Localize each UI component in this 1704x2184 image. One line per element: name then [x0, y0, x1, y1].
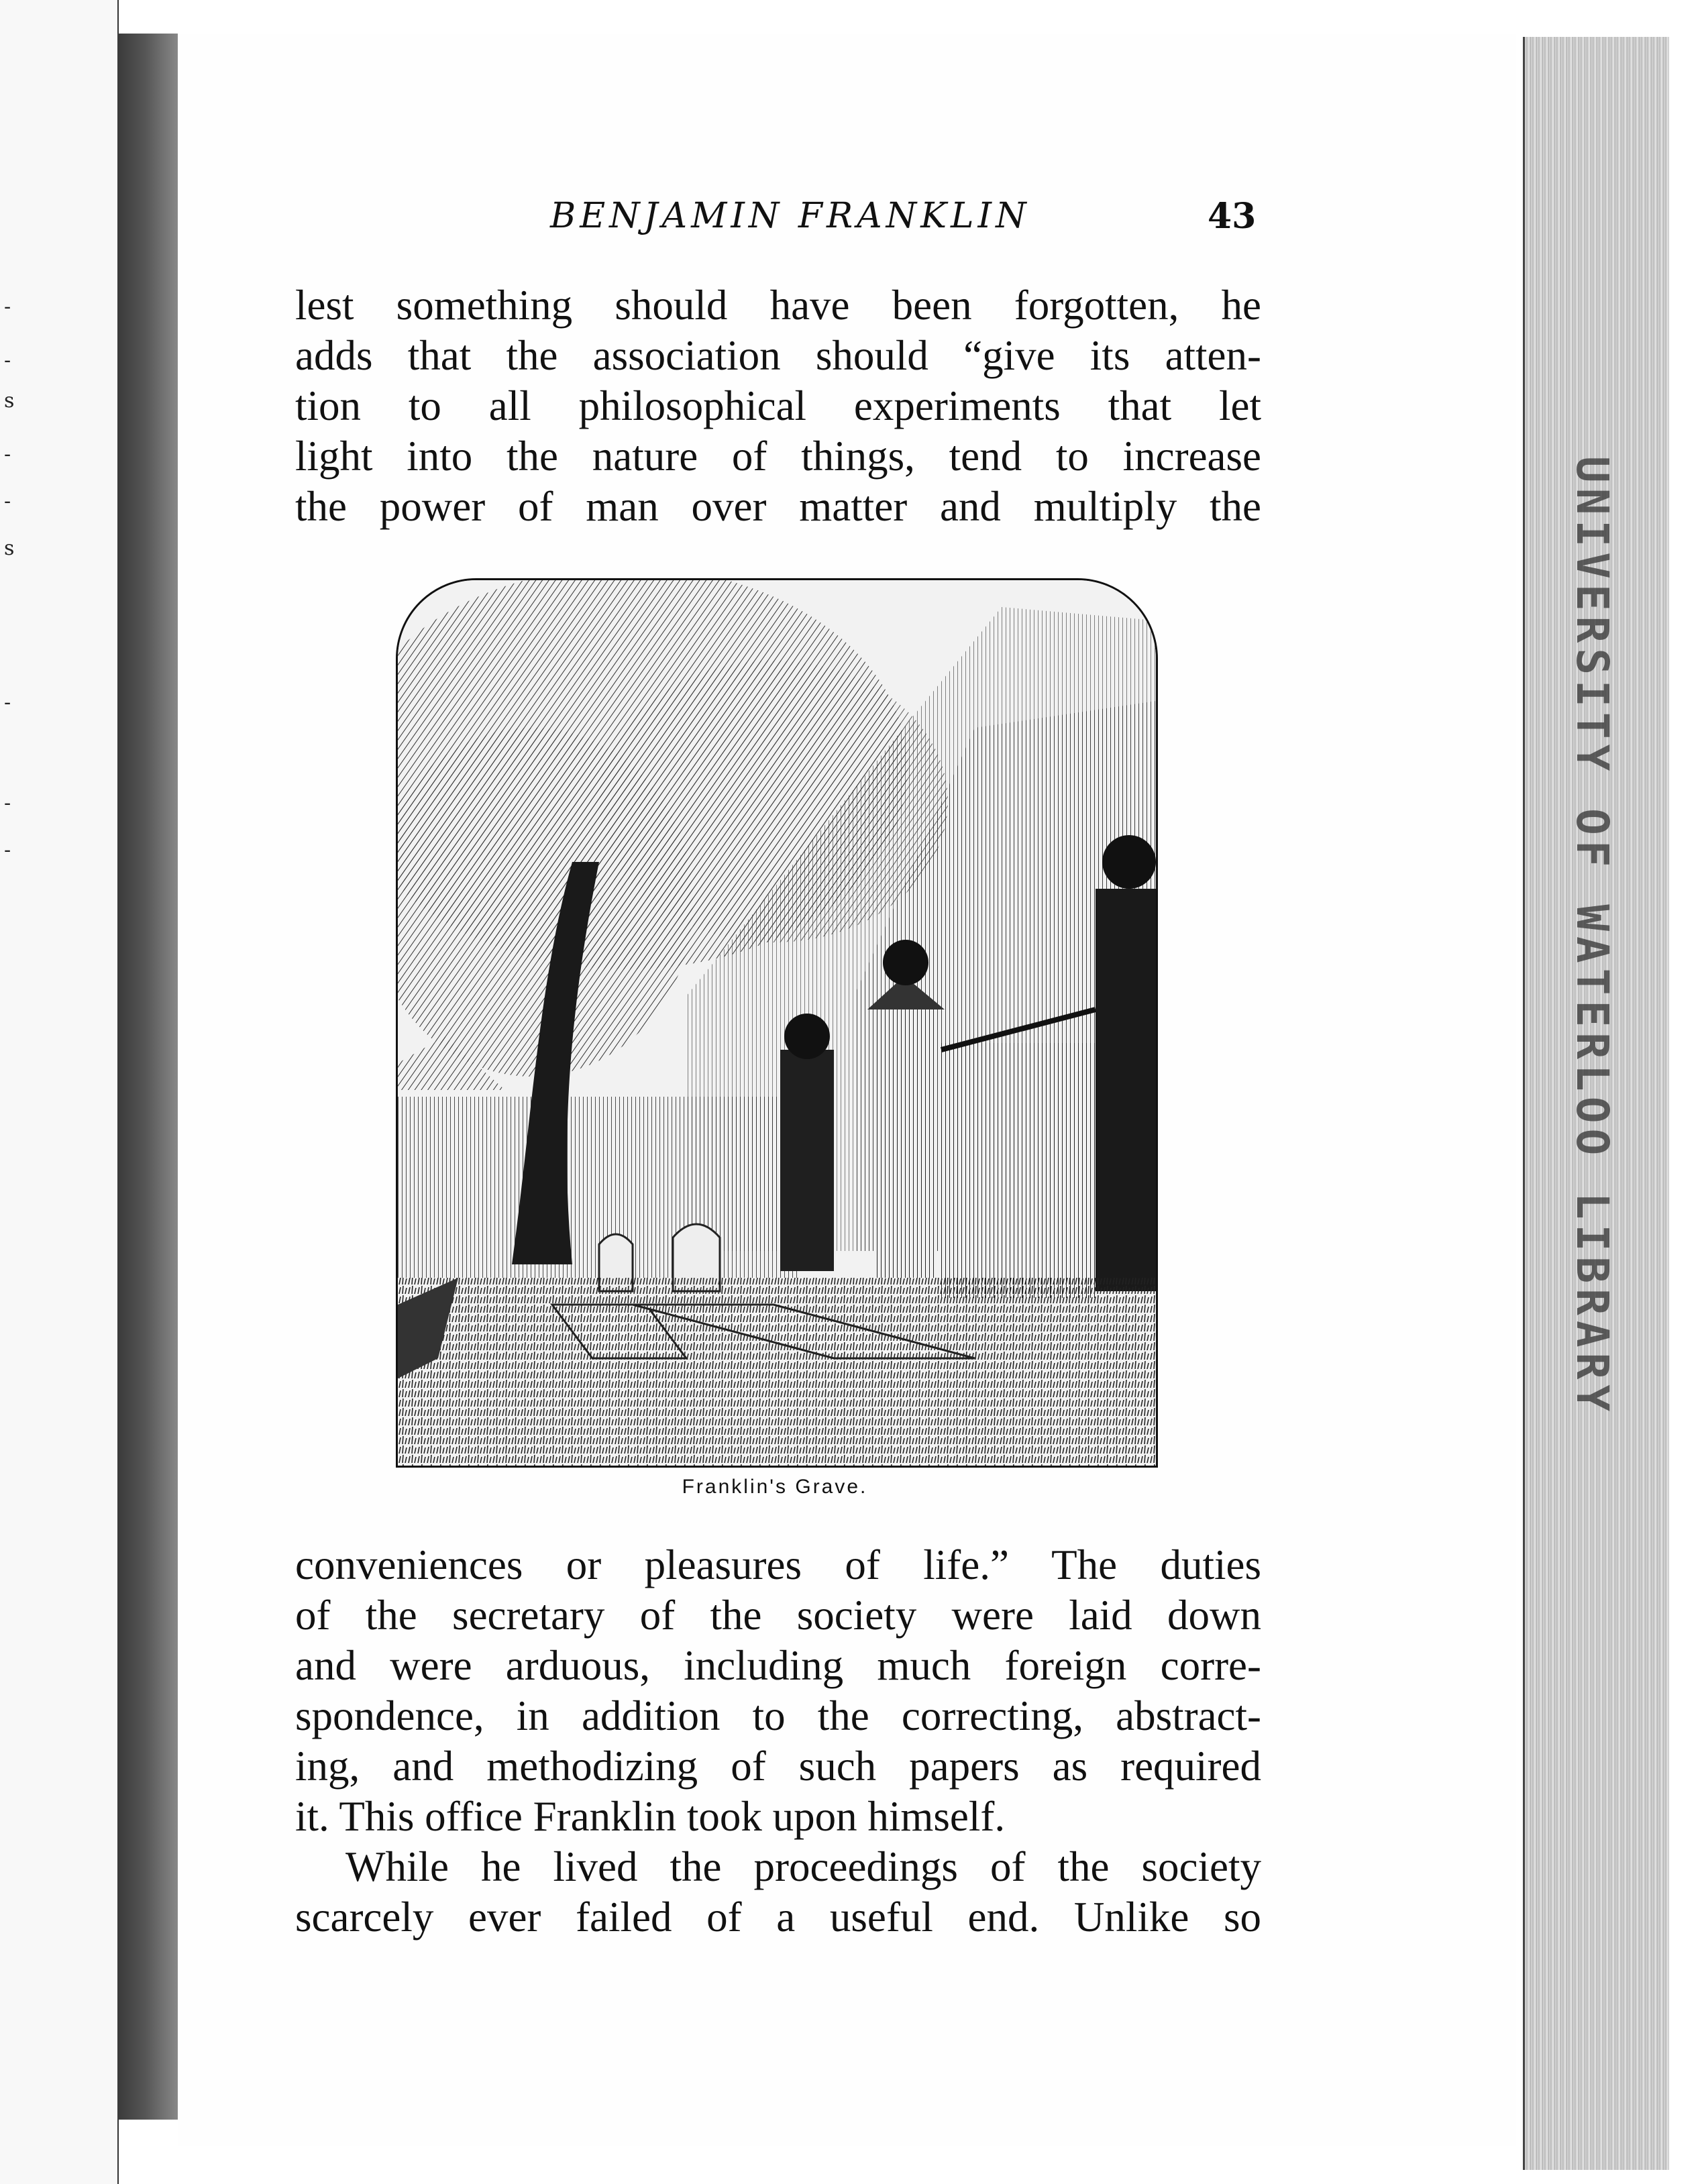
facing-page-mark: - — [4, 295, 11, 319]
paragraph-1 — [295, 280, 1261, 532]
text-line: of the secretary of the society were laid down — [295, 1592, 1261, 1639]
paragraph-3 — [295, 1842, 1261, 1943]
facing-page-mark: s — [4, 537, 15, 560]
text-line: light into the nature of things, tend to increase — [295, 433, 1261, 480]
engraving-illustration — [396, 578, 1158, 1468]
paragraph-2 — [295, 1540, 1261, 1842]
text-line: the power of man over matter and multiply the — [295, 483, 1261, 530]
facing-page-edge — [0, 0, 119, 2184]
page-number: 43 — [1208, 196, 1257, 237]
text-line: While he lived the proceedings of the society — [345, 1843, 1261, 1890]
text-line: and were arduous, including much foreign corre- — [295, 1642, 1261, 1689]
library-stamp: UNIVERSITY OF WATERLOO LIBRARY — [1566, 456, 1618, 1417]
facing-page-mark: s — [4, 389, 15, 413]
facing-page-mark: - — [4, 838, 11, 862]
text-line: scarcely ever failed of a useful end. Unlike so — [295, 1894, 1261, 1941]
facing-page-mark: - — [4, 349, 11, 372]
text-line: lest something should have been forgotten, he — [295, 282, 1261, 329]
facing-page-mark: - — [4, 443, 11, 466]
text-line: adds that the association should “give its atten- — [295, 332, 1261, 379]
text-line: spondence, in addition to the correcting, abstract- — [295, 1692, 1261, 1739]
facing-page-mark: - — [4, 791, 11, 815]
book-gutter — [117, 34, 178, 2120]
facing-page-mark: - — [4, 490, 11, 513]
text-line: it. This office Franklin took upon himself. — [295, 1793, 1006, 1840]
figure-caption: Franklin's Grave. — [682, 1476, 868, 1498]
grave-engraving-icon — [398, 580, 1156, 1466]
text-line: tion to all philosophical experiments that let — [295, 382, 1261, 429]
text-line: conveniences or pleasures of life.” The duties — [295, 1541, 1261, 1588]
text-line: ing, and methodizing of such papers as required — [295, 1743, 1261, 1790]
running-head: BENJAMIN FRANKLIN — [550, 196, 1030, 236]
facing-page-mark: - — [4, 691, 11, 714]
